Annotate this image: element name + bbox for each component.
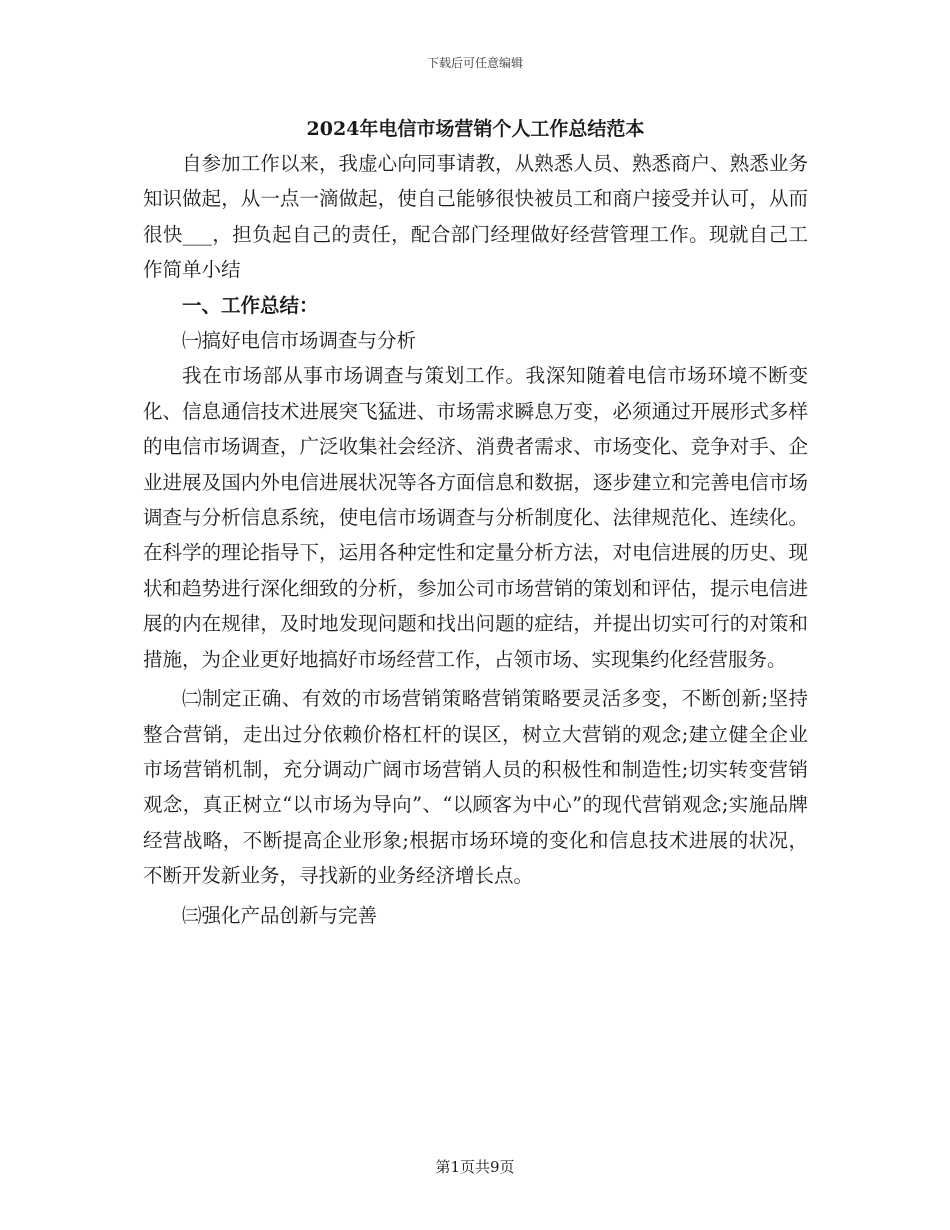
- page-footer: 第1页共9页: [435, 1158, 515, 1176]
- market-research-paragraph: 我在市场部从事市场调查与策划工作。我深知随着电信市场环境不断变化、信息通信技术进展突飞猛进、市场需求瞬息万变，必须通过开展形式多样的电信市场调查，广泛收集社会经济、消费者需求、市场变化、竞争对手、企业进展及国内外电信进展状况等各方面信息和数据，逐步建立和完善电信市场调查与分析信息系统，使电信市场调查与分析制度化、法律规范化、连续化。在科学的理论指导下，运用各种定性和定量分析方法，对电信进展的历史、现状和趋势进行深化细致的分析，参加公司市场营销的策划和评估，提示电信进展的内在规律，及时地发现问题和找出问题的症结，并提出切实可行的对策和措施，为企业更好地搞好市场经营工作，占领市场、实现集约化经营服务。: [143, 364, 808, 671]
- document-body: [143, 112, 808, 933]
- intro-paragraph: 自参加工作以来，我虚心向同事请教，从熟悉人员、熟悉商户、熟悉业务知识做起，从一点一滴做起，使自己能够很快被员工和商户接受并认可，从而很快___，担负起自己的责任，配合部门经理做好经营管理工作。现就自己工作简单小结: [143, 152, 808, 282]
- document-title: 2024年电信市场营销个人工作总结范本: [306, 118, 645, 140]
- header-note: 下载后可任意编辑: [426, 56, 523, 70]
- section-heading-work-summary: 一、工作总结：: [182, 293, 319, 317]
- marketing-strategy-paragraph: ㈡制定正确、有效的市场营销策略营销策略要灵活多变，不断创新;坚持整合营销，走出过分依赖价格杠杆的误区，树立大营销的观念;建立健全企业市场营销机制，充分调动广阔市场营销人员的积极性和制造性;切实转变营销观念，真正树立“以市场为导向”、“以顾客为中心”的现代营销观念;实施品牌经营战略，不断提高企业形象;根据市场环境的变化和信息技术进展的状况，不断开发新业务，寻找新的业务经济增长点。: [143, 687, 808, 888]
- subsection-heading-product-innovation: ㈢强化产品创新与完善: [182, 903, 378, 927]
- subsection-heading-market-research: ㈠搞好电信市场调查与分析: [182, 329, 417, 353]
